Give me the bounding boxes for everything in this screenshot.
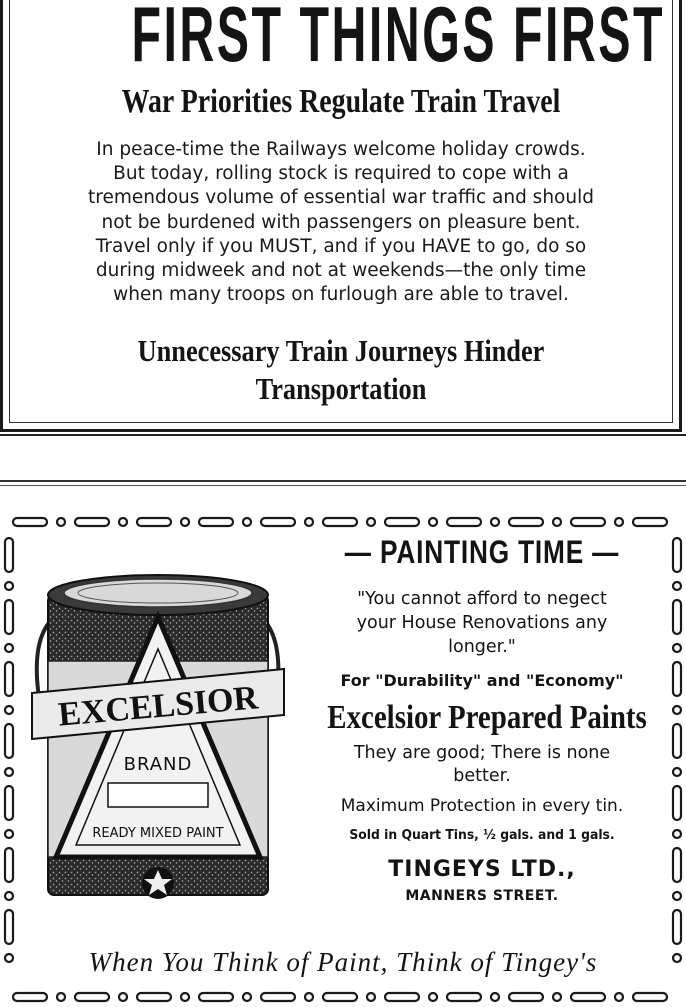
tagline-line: Unnecessary Train Journeys Hinder (137, 333, 545, 368)
chain-link (673, 786, 681, 820)
chain-link (181, 993, 189, 1001)
chain-link (367, 518, 375, 526)
chain-link (673, 582, 681, 590)
body-line: during midweek and not at weekends—the only time (95, 260, 587, 282)
chain-link (673, 724, 681, 758)
chain-link (199, 993, 233, 1001)
chain-link (509, 993, 543, 1001)
paint-can-icon (28, 565, 288, 925)
chain-link (571, 993, 605, 1001)
chain-link (5, 644, 13, 652)
chain-link (673, 768, 681, 776)
chain-link (509, 518, 543, 526)
headline: FIRST THINGS FIRST (131, 0, 666, 78)
chain-link (673, 644, 681, 652)
chain-link (673, 662, 681, 696)
divider-rule (0, 485, 686, 486)
body-line: when many troops on furlough are able to travel. (113, 284, 569, 306)
railway-body-text (55, 138, 627, 307)
divider-rule (0, 434, 686, 436)
chain-link (119, 518, 127, 526)
can-mix-label: READY MIXED PAINT (92, 826, 224, 841)
chain-link (673, 538, 681, 572)
protection-line: Maximum Protection in every tin. (340, 796, 624, 816)
railway-tagline (3, 332, 679, 408)
body-line: Travel only if you MUST, and if you HAVE to go, do so (95, 235, 587, 257)
chain-link (5, 724, 13, 758)
chain-link (5, 848, 13, 882)
chain-bottom (13, 993, 667, 1001)
quality-line: They are good; There is none (353, 743, 611, 763)
chain-link (673, 600, 681, 634)
chain-left (5, 538, 13, 962)
chain-link (323, 993, 357, 1001)
tagline-line: Transportation (255, 371, 427, 406)
chain-right (673, 538, 681, 962)
chain-link (385, 518, 419, 526)
chain-link (5, 786, 13, 820)
chain-link (673, 892, 681, 900)
chain-link (137, 993, 171, 1001)
can-brand-label: BRAND (123, 754, 193, 775)
chain-link (119, 993, 127, 1001)
chain-link (323, 518, 357, 526)
chain-link (5, 600, 13, 634)
quote-line: your House Renovations any (356, 613, 608, 633)
body-line: tremendous volume of essential war traffic and should (88, 187, 594, 209)
chain-link (571, 518, 605, 526)
body-line: In peace-time the Railways welcome holiday crowds. (96, 139, 586, 160)
chain-link (5, 706, 13, 714)
paint-advert (0, 505, 686, 1007)
chain-link (5, 538, 13, 572)
chain-link (13, 993, 47, 1001)
chain-link (5, 910, 13, 944)
chain-link (75, 518, 109, 526)
paint-can-illustration (28, 565, 288, 925)
chain-link (57, 993, 65, 1001)
chain-link (13, 518, 47, 526)
renovation-quote (300, 587, 664, 659)
chain-link (673, 848, 681, 882)
chain-link (553, 518, 561, 526)
chain-link (447, 993, 481, 1001)
product-name: Excelsior Prepared Paints (327, 699, 647, 736)
body-line: But today, rolling stock is required to cope with a (113, 163, 569, 185)
chain-link (75, 993, 109, 1001)
chain-link (5, 662, 13, 696)
railway-advert (0, 0, 682, 432)
paint-slogan: When You Think of Paint, Think of Tingey's (88, 947, 598, 977)
can-brand-name: EXCELSIOR (56, 679, 260, 734)
chain-link (5, 582, 13, 590)
painting-time-title: — PAINTING TIME — (344, 534, 620, 570)
company-name: TINGEYS LTD., (388, 857, 576, 882)
body-line: not be burdened with passengers on pleasure bent. (101, 211, 581, 233)
chain-link (615, 518, 623, 526)
chain-link (243, 518, 251, 526)
quote-line: "You cannot afford to negect (357, 589, 607, 609)
chain-link (181, 518, 189, 526)
chain-link (429, 518, 437, 526)
chain-link (553, 993, 561, 1001)
chain-link (57, 518, 65, 526)
chain-link (615, 993, 623, 1001)
chain-link (633, 993, 667, 1001)
chain-link (5, 830, 13, 838)
paint-advert-copy (300, 533, 664, 904)
quote-line: longer." (448, 637, 516, 657)
chain-link (261, 518, 295, 526)
chain-link (305, 518, 313, 526)
chain-link (199, 518, 233, 526)
chain-link (491, 993, 499, 1001)
quality-claim (300, 742, 664, 788)
chain-link (429, 993, 437, 1001)
chain-link (5, 892, 13, 900)
company-address: MANNERS STREET. (405, 888, 559, 904)
chain-link (367, 993, 375, 1001)
chain-link (243, 993, 251, 1001)
chain-link (137, 518, 171, 526)
durability-line: For "Durability" and "Economy" (340, 671, 624, 690)
chain-link (633, 518, 667, 526)
chain-link (673, 910, 681, 944)
chain-link (447, 518, 481, 526)
chain-link (305, 993, 313, 1001)
divider-rule (0, 480, 686, 482)
chain-link (261, 993, 295, 1001)
chain-link (673, 706, 681, 714)
chain-top (13, 518, 667, 526)
sizes-line: Sold in Quart Tins, ½ gals. and 1 gals. (349, 828, 615, 843)
chain-link (491, 518, 499, 526)
chain-link (673, 830, 681, 838)
chain-link (5, 768, 13, 776)
quality-line: better. (453, 766, 511, 786)
subheadline: War Priorities Regulate Train Travel (121, 83, 561, 120)
chain-link (385, 993, 419, 1001)
